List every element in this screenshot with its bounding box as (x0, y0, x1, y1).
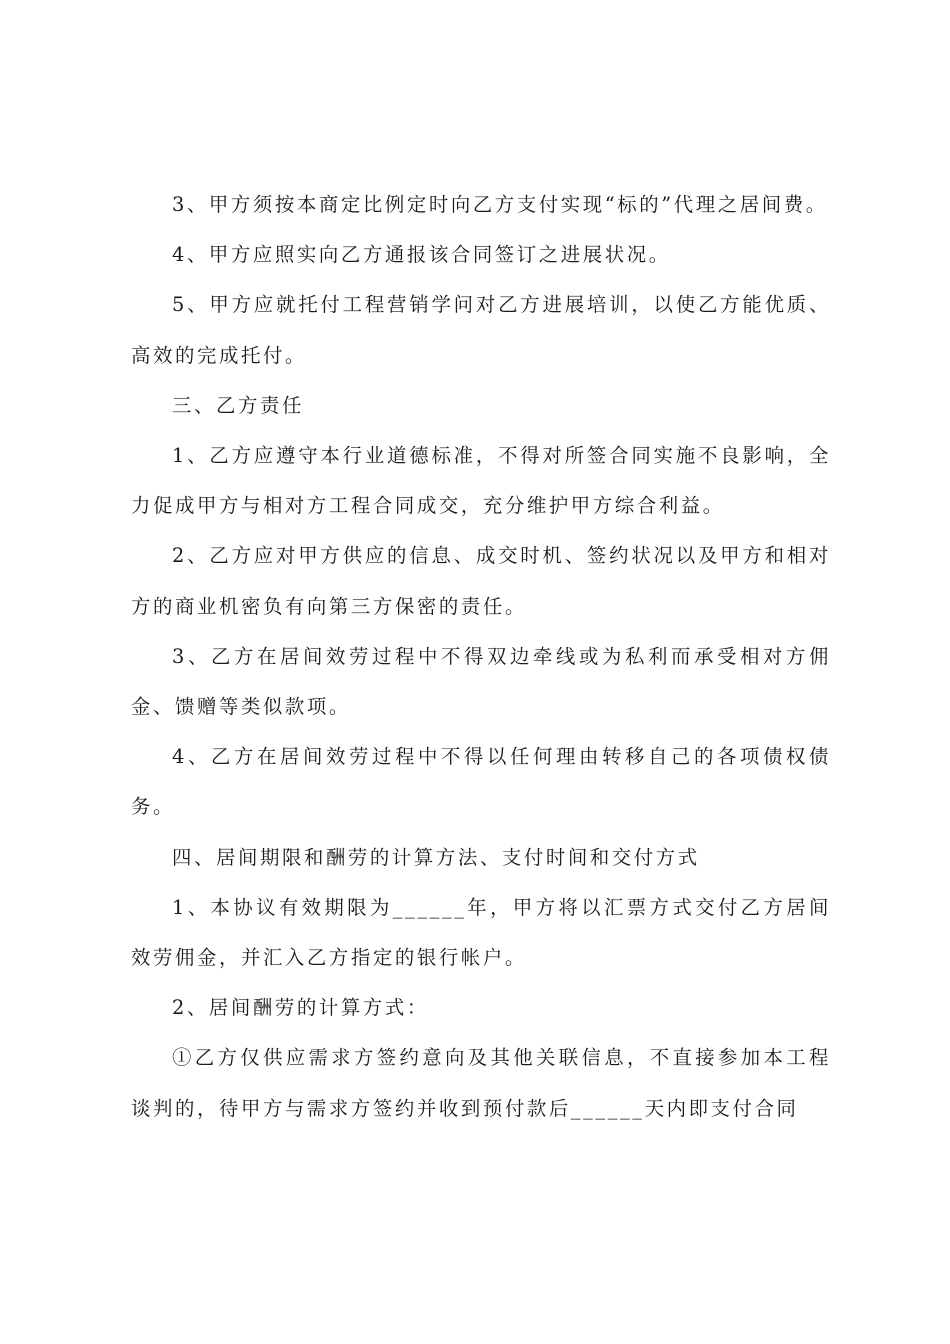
clause-c1-term: 1、本协议有效期限为______年，甲方将以汇票方式交付乙方居间效劳佣金，并汇入乙方指定的银行帐户。 (131, 895, 831, 970)
clause-a3-fee-payment: 3、甲方须按本商定比例定时向乙方支付实现“标的”代理之居间费。 (172, 193, 828, 216)
clause-b3-no-double-dealing: 3、乙方在居间效劳过程中不得双边牵线或为私利而承受相对方佣金、馈赠等类似款项。 (131, 644, 831, 719)
clause-c2-item-1: ①乙方仅供应需求方签约意向及其他关联信息，不直接参加本工程谈判的，待甲方与需求方签约并收到预付款后______天内即支付合同 (131, 1046, 831, 1120)
clause-b4-no-transfer: 4、乙方在居间效劳过程中不得以任何理由转移自己的各项债权债务。 (131, 745, 831, 819)
section-heading-party-b-duties: 三、乙方责任 (172, 393, 304, 417)
clause-c2-fee-calculation: 2、居间酬劳的计算方式： (172, 996, 429, 1020)
clause-a4-progress-report: 4、甲方应照实向乙方通报该合同签订之进展状况。 (172, 243, 671, 267)
document-body (131, 180, 831, 1134)
clause-b2-confidentiality: 2、乙方应对甲方供应的信息、成交时机、签约状况以及甲方和相对方的商业机密负有向第三方保密的责任。 (131, 544, 831, 618)
section-heading-term-and-fees: 四、居间期限和酬劳的计算方法、支付时间和交付方式 (172, 845, 700, 869)
clause-b1-ethics: 1、乙方应遵守本行业道德标准，不得对所签合同实施不良影响，全力促成甲方与相对方工程合同成交，充分维护甲方综合利益。 (131, 444, 831, 518)
clause-a5-training: 5、甲方应就托付工程营销学问对乙方进展培训，以使乙方能优质、高效的完成托付。 (131, 293, 831, 367)
